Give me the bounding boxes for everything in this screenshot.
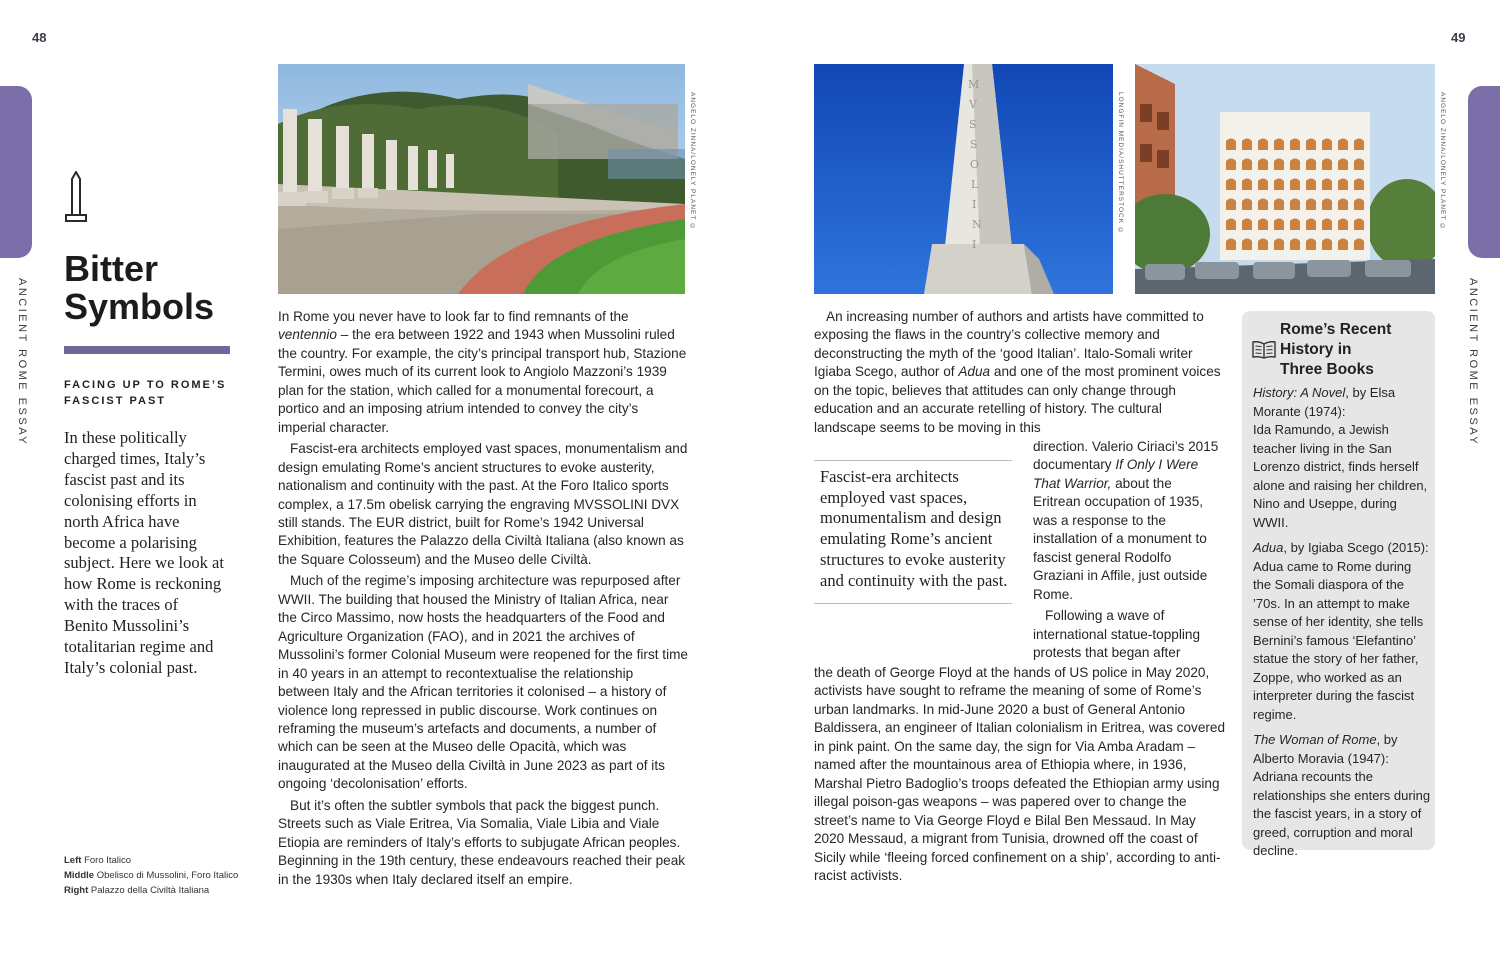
svg-text:I: I (972, 238, 977, 251)
article-intro: In these politically charged times, Italy’s fascist past and its colonising efforts in north Africa have become a polarising subject. Here we look at how Rome is reckoning with the traces of Benito Mussolini’s totalitarian regime and Italy’s colonial past. (64, 428, 224, 677)
svg-text:L: L (971, 178, 979, 191)
section-tab-right (1468, 86, 1500, 258)
body-column-2-bottom (814, 664, 1226, 885)
paragraph-6-start: Following a wave of international statue-toppling protests that began after (1033, 608, 1201, 660)
paragraph-4: But it’s often the subtler symbols that pack the biggest punch. Streets such as Viale Eritrea, Via Somalia, Viale Libia and Viale Etiopia are reminders of Italy’s efforts to subjugate African peoples. Beginning in the 19th century, these endeavours reached their peak in the 1930s when Italy declared itself an empire. (278, 797, 686, 887)
caption-right: Right Palazzo della Civiltà Italiana (64, 885, 210, 896)
article-kicker: FACING UP TO ROME’S FASCIST PAST (64, 379, 227, 407)
caption-middle: Middle Obelisco di Mussolini, Foro Italico (64, 870, 239, 881)
svg-text:M: M (968, 78, 980, 91)
svg-text:N: N (972, 218, 982, 231)
pull-quote: Fascist-era architects employed vast spaces, monumentalism and design emulating Rome’s ancient structures to evoke austerity and continuity with the past. (814, 460, 1012, 604)
paragraph-5-continued: direction. Valerio Ciriaci’s 2015 documentary If Only I Were That Warrior, about the Eritrean occupation of 1935, was a response to the installation of a monument to fascist general Rodolfo Graziani in Affile, just outside Rome. (1033, 439, 1219, 602)
obelisk-icon (64, 171, 88, 223)
article-title-line1: Bitter (64, 248, 159, 289)
body-column-2-middle (1033, 438, 1223, 662)
photo-credit-middle: LONGFIN MEDIA/SHUTTERSTOCK © (1117, 92, 1124, 235)
paragraph-5-start: An increasing number of authors and artists have committed to exposing the flaws in the country’s collective memory and deconstructing the myth of the ‘good Italian’. Italo-Somali writer Igiaba Scego, author of Adua and one of the most prominent voices on the topic, believes that attitudes can only change through education and an accurate retelling of history. The cultural landscape seems to be moving in this (814, 309, 1221, 435)
photo-credit-right: ANGELO ZINNA/LONELY PLANET © (1439, 92, 1446, 232)
paragraph-2: Fascist-era architects employed vast spaces, monumentalism and design emulating Rome’s ancient structures to evoke austerity, nationalism and continuity with the past. At the Foro Italico sports complex, a 17.5m obelisk carrying the engraving MVSSOLINI DVX still stands. The EUR district, built for Rome’s 1942 Universal Exhibition, features the Palazzo della Civiltà Italiana (also known as the Square Colosseum) and the Museo delle Civiltà. (278, 441, 688, 567)
article-title (64, 250, 214, 326)
photo-captions (64, 853, 239, 898)
side-label-right: ANCIENT ROME ESSAY (1467, 278, 1479, 447)
book-entry-2: Adua, by Igiaba Scego (2015): Adua came to Rome during the Somali diaspora of the ’70s. In an attempt to make sense of her identity, she tells Bernini’s famous ‘Elefantino’ statue the story of her father, Zoppe, who worked as an interpreter during the fascist regime. (1253, 540, 1429, 722)
photo-palazzo-civilta (1135, 64, 1435, 294)
sidebar-title: Rome’s Recent History in Three Books (1280, 321, 1392, 378)
svg-text:S: S (970, 138, 978, 151)
article-title-line2: Symbols (64, 286, 215, 327)
page-number-right: 49 (1451, 30, 1466, 45)
svg-text:V: V (969, 98, 977, 111)
svg-text:I: I (972, 198, 977, 211)
svg-text:S: S (969, 118, 977, 131)
body-column-2-top (814, 308, 1226, 437)
paragraph-1: In Rome you never have to look far to find remnants of the ventennio – the era between 1922 and 1943 when Mussolini ruled the country. For example, the city’s principal transport hub, Stazione Termini, owes much of its current look to Angiolo Mazzoni’s 1939 plan for the station, which called for a monumental forecourt, a portico and an imposing atrium intended to convey the city’s imperial character. (278, 309, 687, 435)
open-book-icon (1252, 341, 1276, 364)
photo-credit-left: ANGELO ZINNA/LONELY PLANET © (689, 92, 696, 232)
body-column-1 (278, 308, 688, 889)
book-entry-3: The Woman of Rome, by Alberto Moravia (1947): Adriana recounts the relationships she enters during the fascist years, in a story of greed, corruption and moral decline. (1253, 732, 1431, 858)
paragraph-6-continued: the death of George Floyd at the hands of US police in May 2020, activists have sought to reframe the meaning of some of Rome’s urban landmarks. In mid-June 2020 a bust of General Antonio Baldissera, an engineer of Italian colonialism in Eritrea, was covered in pink paint. On the same day, the sign for Via Amba Aradam – named after the mountainous area of Ethiopia where, in 1936, Marshal Pietro Badoglio’s troops defeated the Ethiopian army using illegal poison-gas weapons – was papered over to change the street’s name to Via George Floyd e Bilal Ben Messaud. In May 2020 Messaud, a migrant from Tunisia, drowned off the coast of Sicily while ‘fleeing forced confinement on a ship’, according to anti-racist activists. (814, 665, 1226, 883)
sidebar-book-list (1253, 384, 1431, 868)
caption-left: Left Foro Italico (64, 855, 132, 866)
book-entry-1: History: A Novel, by Elsa Morante (1974): Ida Ramundo, a Jewish teacher living in the San Lorenzo district, finds herself alone and raising her children, Nino and Useppe, during WWII. (1253, 385, 1428, 530)
page-number-left: 48 (32, 30, 47, 45)
side-label-left: ANCIENT ROME ESSAY (16, 278, 28, 447)
section-tab-left (0, 86, 32, 258)
title-rule (64, 346, 230, 354)
sidebar-books (1242, 311, 1435, 858)
photo-foro-italico (278, 64, 685, 294)
paragraph-3: Much of the regime’s imposing architecture was repurposed after WWII. The building that housed the Ministry of Italian Africa, near the Circo Massimo, now hosts the headquarters of the Food and Agriculture Organization (FAO), and in 2021 the archives of Mussolini’s former Colonial Museum were reopened for the first time in 40 years in an attempt to recontextualise the relationship between Italy and the African territories it colonised – a history of violence long repressed in public discourse. Work continues on reframing the museum’s artefacts and documents, a number of which can be seen at the Museo delle Opacità, which was inaugurated at the Museo della Civiltà in June 2023 as part of its ongoing ‘decolonisation’ efforts. (278, 573, 688, 792)
photo-obelisk (814, 64, 1113, 294)
svg-text:O: O (970, 158, 980, 171)
